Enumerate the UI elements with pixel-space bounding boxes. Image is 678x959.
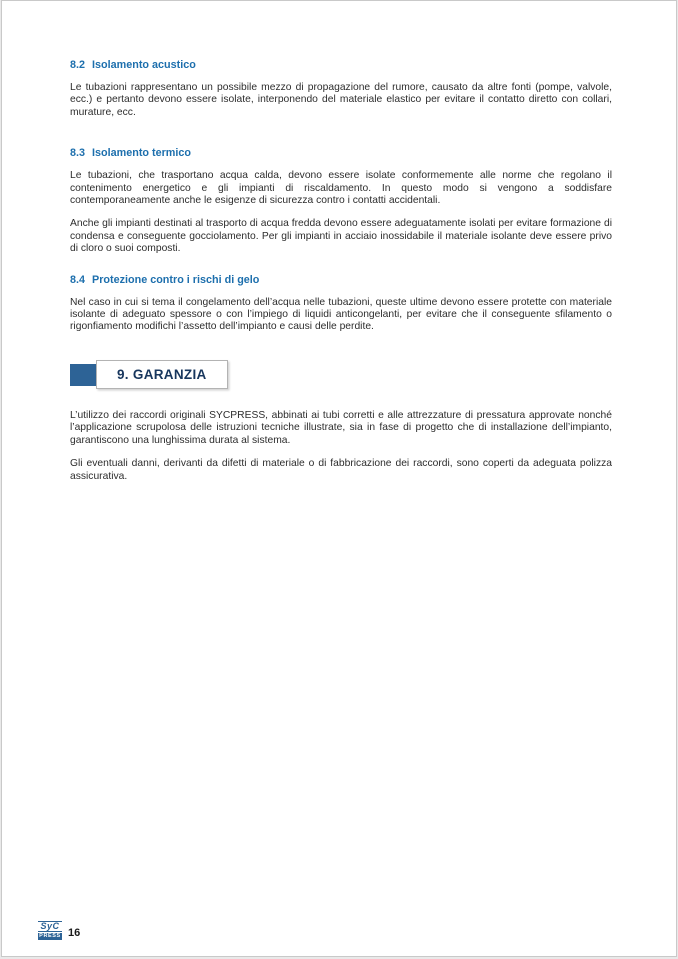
section-number: 8.2 [70,59,86,71]
section-heading [70,59,612,71]
section-8-3 [70,147,612,255]
section-number: 8.4 [70,273,86,286]
footer [38,921,80,940]
paragraph: Anche gli impianti destinati al trasporto di acqua fredda devono essere adeguatamente isolati per evitare formazione di condensa e conseguente gocciolamento. Per gli impianti in acciaio inossidabile il materiale isolante deve essere privo di cloro o suoi composti. [70,218,612,255]
paragraph: Le tubazioni, che trasportano acqua calda, devono essere isolate conformemente alle norme che regolano il contenimento energetico e gli impianti di riscaldamento. In questo modo si vengono a soddisfare contemporaneamente anche le esigenze di sicurezza contro i contatti accidentali. [70,170,612,207]
logo-syc-mark: SyC [38,921,62,932]
section-8-2 [70,59,612,119]
paragraph: L’utilizzo dei raccordi originali SYCPRESS, abbinati ai tubi corretti e alle attrezzature di pressatura approvate nonché l’applicazione scrupolosa delle istruzioni tecniche illustrate, sia in fase di progetto che di installazione dell’impianto, garantiscono una lunghissima durata al sistema. [70,409,612,446]
section-title: Isolamento acustico [92,59,196,71]
garanzia-title-box [96,360,228,389]
section-8-4 [70,274,612,334]
garanzia-header [70,360,612,390]
section-title: Isolamento termico [92,147,192,160]
paragraph: Nel caso in cui si tema il congelamento dell’acqua nelle tubazioni, queste ultime devono essere protette con materiale isolante di adeguato spessore o con l’impiego di liquidi anticongelanti, per evitare che il conseguente sfilamento o rigonfiamento modifichi l’assetto dell’impianto e causi delle perdite. [70,296,612,333]
logo-press-badge: PRESS [39,933,61,939]
section-garanzia [70,410,612,483]
paragraph: Le tubazioni rappresentano un possibile mezzo di propagazione del rumore, causato da altre fonti (pompe, valvole, ecc.) e pertanto devono essere isolate, interponendo del materiale elastico per evitare il contatto diretto con collari, murature, ecc. [70,82,612,118]
garanzia-title: 9. GARANZIA [117,367,207,383]
sycpress-logo [38,921,62,940]
document-page [1,0,677,957]
section-title: Protezione contro i rischi di gelo [92,273,260,286]
section-number: 8.3 [70,147,86,160]
section-heading [70,147,612,159]
section-heading [70,274,612,286]
paragraph: Gli eventuali danni, derivanti da difetti di materiale o di fabbricazione dei raccordi, sono coperti da adeguata polizza assicurativa. [70,458,612,482]
page-number: 16 [68,927,81,939]
page-content [70,59,612,501]
